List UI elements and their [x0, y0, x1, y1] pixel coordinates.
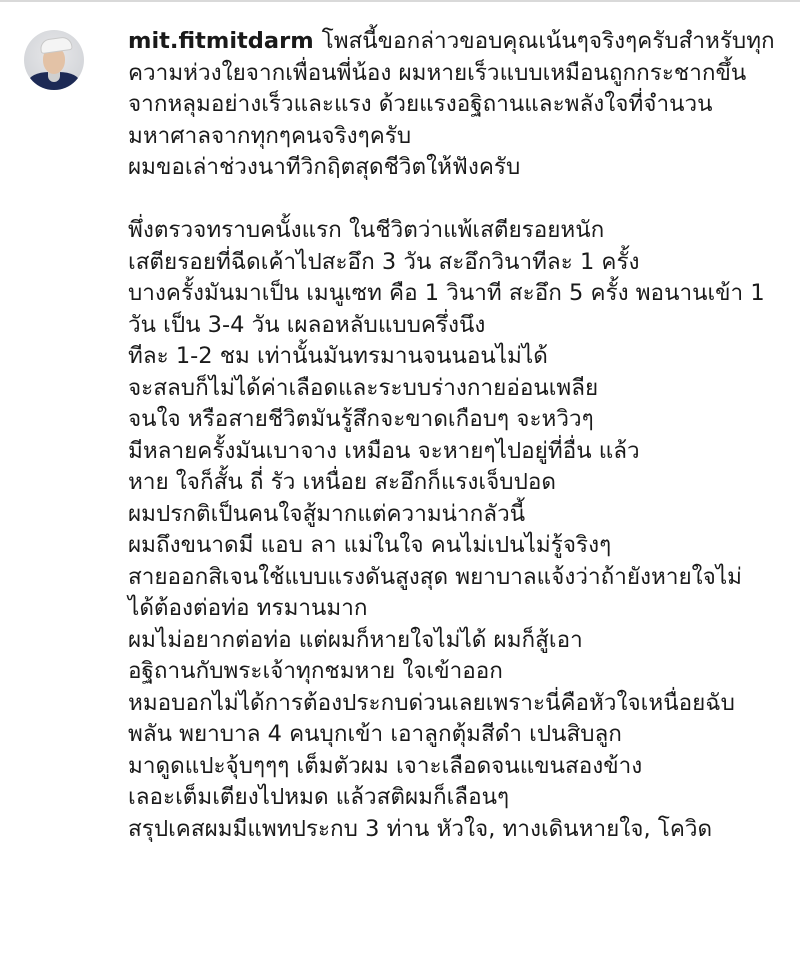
comment-line: ผมถึงขนาดมี แอบ ลา แม่ในใจ คนไม่เปนไม่รู้จริงๆ	[128, 532, 612, 558]
comment-body	[128, 26, 794, 845]
comment-line: ผมปรกติเป็นคนใจสู้มากแต่ความน่ากลัวนี้	[128, 500, 526, 527]
comment-first-line	[128, 26, 794, 58]
comment-line: ผมขอเล่าช่วงนาทีวิกฤิตสุดชีวิตให้ฟังครับ	[128, 154, 521, 180]
comment-line: เลอะเต็มเตียงไปหมด แล้วสติผมก็เลือนๆ	[128, 784, 510, 810]
comment-line: จนใจ หรือสายชีวิตมันรู้สึกจะขาดเกือบๆ จะหวิวๆ	[128, 406, 594, 432]
comment-line: หาย ใจก็สั้น ถี่ รัว เหนื่อย สะอึกก็แรงเจ็บปอด	[128, 469, 556, 495]
comment-line: ผมไม่อยากต่อท่อ แต่ผมก็หายใจไม่ได้ ผมก็สู้เอา	[128, 626, 583, 653]
comment-line: สรุปเคสผมมีแพทประกบ 3 ท่าน หัวใจ, ทางเดินหายใจ, โควิด	[128, 815, 713, 842]
comment-line: หมอบอกไม่ได้การต้องประกบด่วนเลยเพราะนี่คือหัวใจเหนื่อยฉับ	[128, 689, 735, 716]
user-avatar[interactable]	[24, 30, 84, 90]
comment-line: อฐิถานกับพระเจ้าทุกชมหาย ใจเข้าออก	[128, 658, 503, 684]
comment-line: พลัน พยาบาล 4 คนบุกเข้า เอาลูกตุ้มสีดำ เปนสิบลูก	[128, 721, 622, 747]
paragraph-break	[128, 184, 794, 216]
comment-line: ความห่วงใยจากเพื่อนพี่น้อง ผมหายเร็วแบบเหมือนถูกกระชากขึ้น	[128, 59, 747, 86]
avatar-cap	[39, 36, 73, 54]
comment-line: ทีละ 1-2 ชม เท่านั้นมันทรมานจนนอนไม่ได้	[128, 343, 548, 369]
comment-line: ได้ต้องต่อท่อ ทรมานมาก	[128, 595, 368, 621]
comment-line: จะสลบก็ไม่ได้ค่าเลือดและระบบร่างกายอ่อนเพลีย	[128, 374, 599, 401]
comment-text: โพสนี้ขอกล่าวขอบคุณเน้นๆจริงๆครับสำหรับทุก	[321, 28, 775, 54]
comment-line: วัน เป็น 3-4 วัน เผลอหลับแบบครึ่งนึง	[128, 311, 486, 338]
top-divider	[0, 0, 800, 2]
comment-line: เสตียรอยที่ฉีดเค้าไปสะอึก 3 วัน สะอึกวินาทีละ 1 ครั้ง	[128, 248, 640, 275]
comment-line: มหาศาลจากทุกๆคนจริงๆครับ	[128, 122, 412, 149]
comment-line: มาดูดแปะจุ้บๆๆๆ เต็มตัวผม เจาะเลือดจนแขนสองข้าง	[128, 752, 643, 779]
instagram-comment	[24, 30, 794, 845]
comment-line: มีหลายครั้งมันเบาจาง เหมือน จะหายๆไปอยู่ที่อื่น แล้ว	[128, 437, 640, 464]
comment-line: สายออกสิเจนใช้แบบแรงดันสูงสุด พยาบาลแจ้งว่าถ้ายังหายใจไม่	[128, 563, 742, 590]
comment-line: พึ่งตรวจทราบคนั้งแรก ในชีวิตว่าแพ้เสตียรอยหนัก	[128, 217, 605, 243]
username-link[interactable]: mit.fitmitdarm	[128, 28, 314, 54]
comment-line: บางครั้งมันมาเป็น เมนูเซท คือ 1 วินาที สะอึก 5 ครั้ง พอนานเข้า 1	[128, 280, 765, 306]
comment-line: จากหลุมอย่างเร็วและแรง ด้วยแรงอฐิถานและพลังใจที่จำนวน	[128, 91, 713, 117]
